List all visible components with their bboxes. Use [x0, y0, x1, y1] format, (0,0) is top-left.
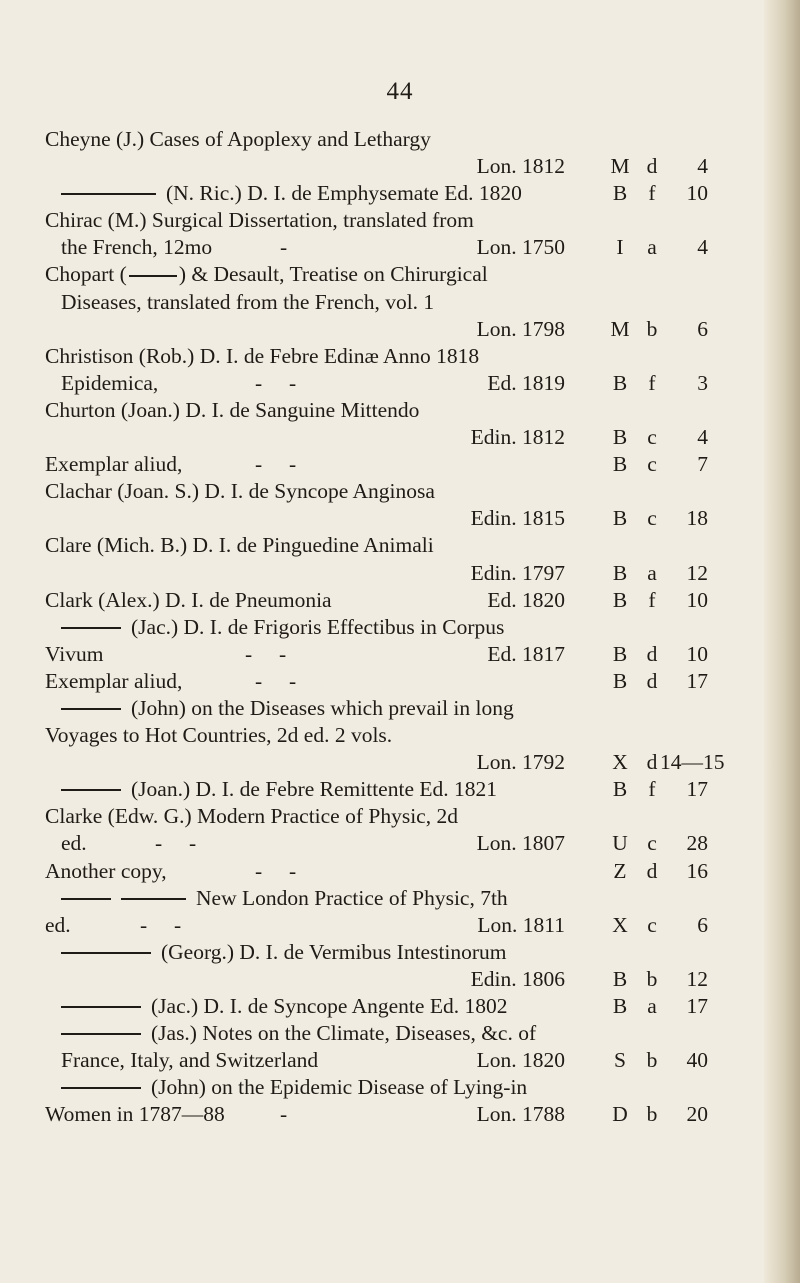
shelf-press: X: [612, 750, 628, 775]
entry-line: [45, 858, 745, 885]
shelf-number: 12: [686, 560, 708, 585]
shelf-press: M: [610, 316, 630, 341]
shelf-number: 3: [697, 370, 708, 395]
shelf-shelf: c: [647, 452, 657, 477]
shelf-press: B: [612, 560, 628, 585]
entry-line: [45, 234, 745, 261]
shelf-shelf: b: [646, 966, 658, 991]
entry-line: [45, 912, 745, 939]
entry-separator: - -: [255, 370, 297, 395]
entry-line: [45, 830, 745, 857]
ditto-dash: [121, 898, 186, 900]
shelf-press: B: [612, 777, 628, 802]
entry-title: [61, 614, 504, 641]
entry-line: [45, 532, 745, 559]
entry-title-text: ) & Desault, Treatise on Chirurgical: [178, 262, 488, 287]
entry-separator: - -: [255, 858, 297, 883]
entry-line: [45, 1101, 745, 1128]
entry-line: [45, 505, 745, 532]
shelf-press: B: [612, 425, 628, 450]
catalog-entries: [45, 126, 745, 1128]
page-edge-shadow: [764, 0, 800, 1283]
entry-title: [61, 885, 508, 912]
entry-title: Clachar (Joan. S.) D. I. de Syncope Anginosa: [45, 479, 435, 504]
shelf-shelf: f: [648, 181, 656, 206]
entry-title: Exemplar aliud,: [45, 452, 183, 477]
entry-line: [45, 993, 745, 1020]
entry-imprint: Edin. 1812: [470, 425, 565, 450]
entry-line: [45, 641, 745, 668]
shelf-shelf: b: [646, 316, 658, 341]
entry-line: [45, 126, 745, 153]
shelf-press: B: [612, 370, 628, 395]
shelf-shelf: d: [646, 858, 658, 883]
shelf-number: 16: [686, 858, 708, 883]
entry-line: [45, 1047, 745, 1074]
entry-imprint: Edin. 1797: [470, 560, 565, 585]
shelf-press: B: [612, 668, 628, 693]
entry-line: [45, 451, 745, 478]
entry-line: [45, 370, 745, 397]
entry-title: [61, 695, 514, 722]
entry-line: [45, 749, 745, 776]
shelf-shelf: a: [647, 994, 657, 1018]
entry-title: [61, 776, 497, 803]
shelf-number: 17: [686, 994, 708, 1018]
entry-imprint: Lon. 1807: [476, 831, 565, 856]
entry-title-text: (Jas.) Notes on the Climate, Diseases, &c. of: [151, 1021, 537, 1046]
entry-imprint: Lon. 1811: [477, 912, 565, 937]
entry-title-cont: the French, 12mo: [61, 235, 213, 260]
entry-line: [45, 180, 745, 207]
ditto-dash: [61, 193, 156, 195]
shelf-shelf: c: [647, 912, 657, 937]
shelf-shelf: b: [646, 1048, 658, 1073]
entry-line: [45, 776, 745, 803]
ditto-dash: [129, 275, 177, 277]
shelf-shelf: f: [648, 370, 656, 395]
entry-line: [45, 695, 745, 722]
shelf-shelf: f: [648, 587, 656, 612]
entry-line: [45, 316, 745, 343]
entry-imprint: Ed. 1819: [487, 370, 565, 395]
shelf-press: I: [616, 235, 624, 260]
entry-imprint: Lon. 1788: [476, 1102, 565, 1127]
shelf-number: 7: [697, 452, 708, 477]
entry-line: [45, 261, 745, 288]
entry-separator: - -: [155, 831, 197, 856]
shelf-press: M: [610, 154, 630, 179]
entry-imprint: Ed. 1817: [487, 641, 565, 666]
shelf-shelf: d: [646, 641, 658, 666]
entry-imprint: Lon. 1750: [476, 235, 565, 260]
entry-title-text: (Georg.) D. I. de Vermibus Intestinorum: [161, 939, 507, 964]
shelf-shelf: d: [646, 154, 658, 179]
shelf-press: B: [612, 587, 628, 612]
entry-imprint: Lon. 1820: [476, 1048, 565, 1073]
entry-imprint: Edin. 1815: [470, 506, 565, 531]
shelf-press: Z: [613, 858, 627, 883]
ditto-dash: [61, 708, 121, 710]
entry-separator: - -: [255, 452, 297, 477]
shelf-press: X: [612, 912, 628, 937]
shelf-press: B: [612, 181, 628, 206]
entry-line: [45, 153, 745, 180]
entry-title: [45, 261, 488, 288]
entry-separator: - -: [245, 641, 287, 666]
page-number: 44: [386, 78, 414, 105]
entry-title-text: (John) on the Epidemic Disease of Lying-in: [151, 1075, 528, 1100]
shelf-number: 6: [697, 316, 708, 341]
entry-separator: - -: [255, 668, 297, 693]
shelf-number: 14—15: [660, 750, 725, 775]
shelf-press: U: [612, 831, 628, 856]
entry-title-cont: France, Italy, and Switzerland: [61, 1048, 319, 1073]
entry-title: Clark (Alex.) D. I. de Pneumonia: [45, 587, 332, 612]
entry-line: [45, 424, 745, 451]
shelf-press: B: [612, 994, 628, 1018]
entry-title: Exemplar aliud,: [45, 668, 183, 693]
entry-title: Another copy,: [45, 858, 167, 883]
entry-separator: -: [280, 235, 288, 260]
shelf-shelf: a: [647, 560, 657, 585]
shelf-number: 10: [686, 587, 708, 612]
entry-title: Churton (Joan.) D. I. de Sanguine Mittendo: [45, 397, 420, 422]
entry-title-cont: ed.: [45, 912, 71, 937]
shelf-number: 12: [686, 966, 708, 991]
entry-line: [45, 966, 745, 993]
entry-line: [45, 803, 745, 830]
shelf-number: 10: [686, 181, 708, 206]
entry-title-text: (Jac.) D. I. de Frigoris Effectibus in Corpus: [131, 614, 505, 639]
shelf-number: 17: [686, 668, 708, 693]
entry-separator: - -: [140, 912, 182, 937]
entry-line: [45, 1020, 745, 1047]
entry-title-cont: Women in 1787—88: [45, 1102, 225, 1127]
entry-title: Clarke (Edw. G.) Modern Practice of Physic, 2d: [45, 804, 458, 829]
shelf-press: B: [612, 506, 628, 531]
entry-title: Cheyne (J.) Cases of Apoplexy and Lethargy: [45, 127, 431, 151]
entry-title-text: (John) on the Diseases which prevail in long: [131, 695, 514, 720]
ditto-dash: [61, 1006, 141, 1008]
entry-title-text: (N. Ric.) D. I. de Emphysemate Ed. 1820: [166, 181, 522, 206]
entry-line: [45, 939, 745, 966]
ditto-dash: [61, 898, 111, 900]
shelf-number: 17: [686, 777, 708, 802]
shelf-shelf: b: [646, 1102, 658, 1127]
entry-title-text: Chopart (: [45, 262, 127, 287]
entry-line: [45, 1074, 745, 1101]
entry-title: [61, 180, 522, 207]
shelf-press: D: [612, 1102, 628, 1127]
shelf-number: 10: [686, 641, 708, 666]
shelf-press: B: [612, 966, 628, 991]
ditto-dash: [61, 627, 121, 629]
entry-title: [61, 1020, 536, 1047]
entry-line: [45, 722, 745, 749]
entry-title-text: (Joan.) D. I. de Febre Remittente Ed. 1821: [131, 777, 498, 802]
shelf-number: 28: [686, 831, 708, 856]
shelf-number: 4: [697, 425, 708, 450]
entry-imprint: Lon. 1792: [476, 750, 565, 775]
entry-line: [45, 397, 745, 424]
shelf-shelf: c: [647, 425, 657, 450]
entry-line: [45, 614, 745, 641]
entry-title: [61, 993, 507, 1020]
shelf-press: B: [612, 452, 628, 477]
entry-title-cont: ed.: [61, 831, 87, 856]
shelf-number: 6: [697, 912, 708, 937]
ditto-dash: [61, 789, 121, 791]
entry-title-cont: Epidemica,: [61, 370, 159, 395]
entry-title: Chirac (M.) Surgical Dissertation, translated from: [45, 208, 474, 233]
shelf-number: 18: [686, 506, 708, 531]
entry-imprint: Edin. 1806: [470, 966, 565, 991]
entry-title-text: (Jac.) D. I. de Syncope Angente Ed. 1802: [151, 994, 508, 1018]
shelf-shelf: d: [646, 750, 658, 775]
shelf-number: 4: [697, 154, 708, 179]
entry-title-text: New London Practice of Physic, 7th: [196, 885, 508, 910]
ditto-dash: [61, 1033, 141, 1035]
shelf-number: 20: [686, 1102, 708, 1127]
entry-line: [45, 885, 745, 912]
shelf-shelf: d: [646, 668, 658, 693]
entry-imprint: Ed. 1820: [487, 587, 565, 612]
entry-line: [45, 207, 745, 234]
entry-title: Clare (Mich. B.) D. I. de Pinguedine Animali: [45, 533, 434, 558]
entry-line: [45, 478, 745, 505]
entry-title-cont: Diseases, translated from the French, vol. 1: [61, 289, 435, 314]
entry-line: [45, 587, 745, 614]
shelf-shelf: f: [648, 777, 656, 802]
shelf-press: S: [614, 1048, 626, 1073]
entry-separator: -: [280, 1102, 288, 1127]
shelf-press: B: [612, 641, 628, 666]
entry-title-cont: Vivum: [45, 641, 104, 666]
shelf-number: 4: [697, 235, 708, 260]
entry-line: [45, 343, 745, 370]
entry-title-cont: Voyages to Hot Countries, 2d ed. 2 vols.: [45, 723, 393, 748]
entry-line: [45, 289, 745, 316]
ditto-dash: [61, 952, 151, 954]
ditto-dash: [61, 1087, 141, 1089]
shelf-shelf: c: [647, 831, 657, 856]
shelf-number: 40: [686, 1048, 708, 1073]
entry-title: [61, 1074, 527, 1101]
entry-title: Christison (Rob.) D. I. de Febre Edinæ Anno 1818: [45, 343, 480, 368]
entry-imprint: Lon. 1798: [476, 316, 565, 341]
entry-line: [45, 560, 745, 587]
shelf-shelf: c: [647, 506, 657, 531]
shelf-shelf: a: [647, 235, 657, 260]
entry-line: [45, 668, 745, 695]
entry-imprint: Lon. 1812: [476, 154, 565, 179]
entry-title: [61, 939, 507, 966]
